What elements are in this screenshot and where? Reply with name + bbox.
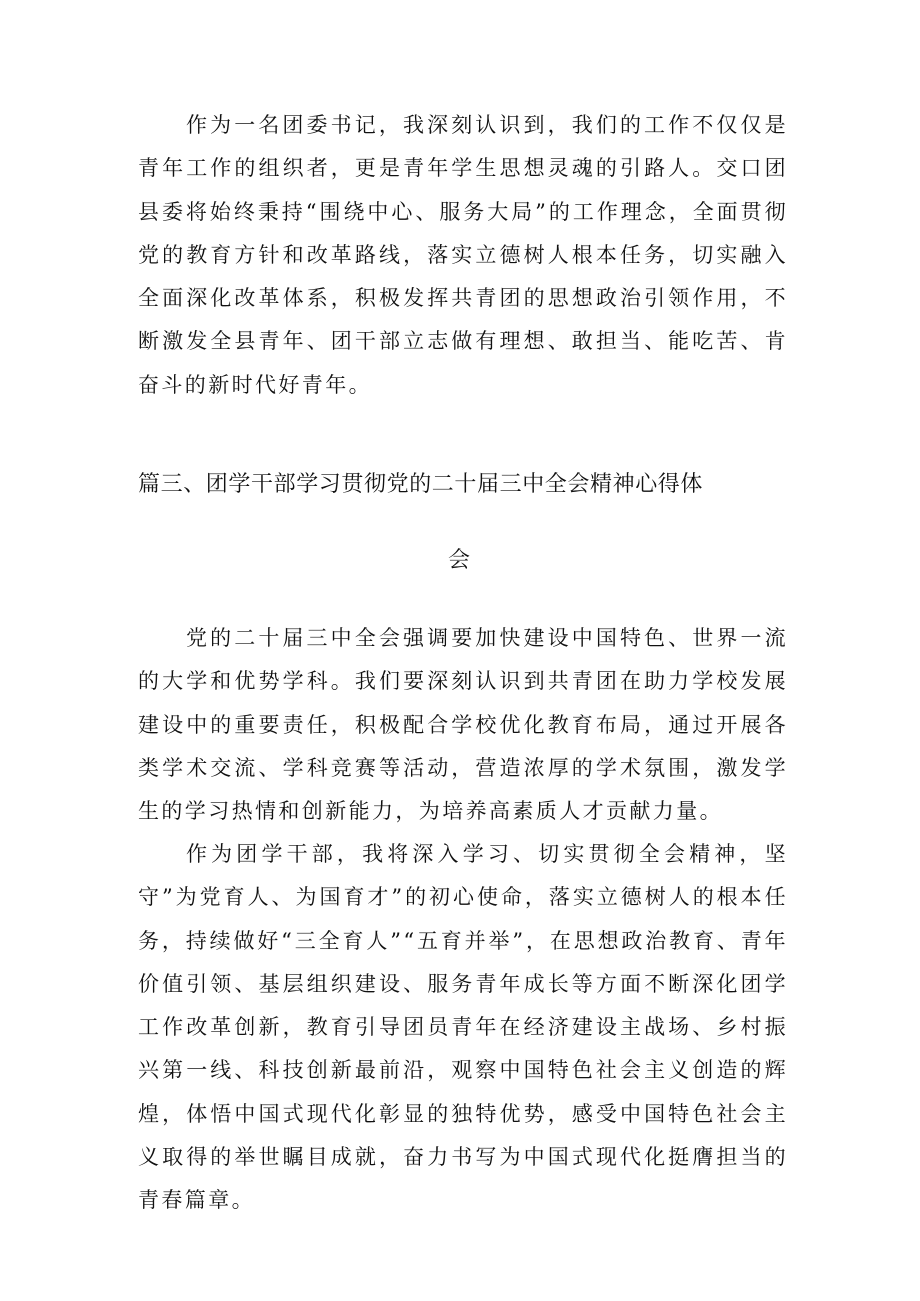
section-heading-line-2: 会 xyxy=(447,548,470,573)
section-heading-line-1: 篇三、团学干部学习贯彻党的二十届三中全会精神心得体 xyxy=(138,472,704,497)
body-paragraph-2: 党的二十届三中全会强调要加快建设中国特色、世界一流的大学和优势学科。我们要深刻认识到共青团在助力学校发展建设中的重要责任，积极配合学校优化教育布局，通过开展各类学术交流、学科竞赛等活动，营造浓厚的学术氛围，激发学生的学习热情和创新能力，为培养高素质人才贡献力量。 xyxy=(138,626,788,824)
body-paragraph-3: 作为团学干部，我将深入学习、切实贯彻全会精神，坚守”为党育人、为国育才”的初心使命，落实立德树人的根本任务，持续做好“三全育人”“五育并举”，在思想政治教育、青年价值引领、基层组织建设、服务青年成长等方面不断深化团学工作改革创新，教育引导团员青年在经济建设主战场、乡村振兴第一线、科技创新最前沿，观察中国特色社会主义创造的辉煌，体悟中国式现代化彰显的独特优势，感受中国特色社会主义取得的举世瞩目成就，奋力书写为中国式现代化挺膺担当的青春篇章。 xyxy=(138,842,788,1213)
section-heading xyxy=(138,470,788,576)
body-paragraph-1: 作为一名团委书记，我深刻认识到，我们的工作不仅仅是青年工作的组织者，更是青年学生思想灵魂的引路人。交口团县委将始终秉持“围绕中心、服务大局”的工作理念，全面贯彻党的教育方针和改革路线，落实立德树人根本任务，切实融入全面深化改革体系，积极发挥共青团的思想政治引领作用，不断激发全县青年、团干部立志做有理想、敢担当、能吃苦、肯奋斗的新时代好青年。 xyxy=(138,113,788,397)
